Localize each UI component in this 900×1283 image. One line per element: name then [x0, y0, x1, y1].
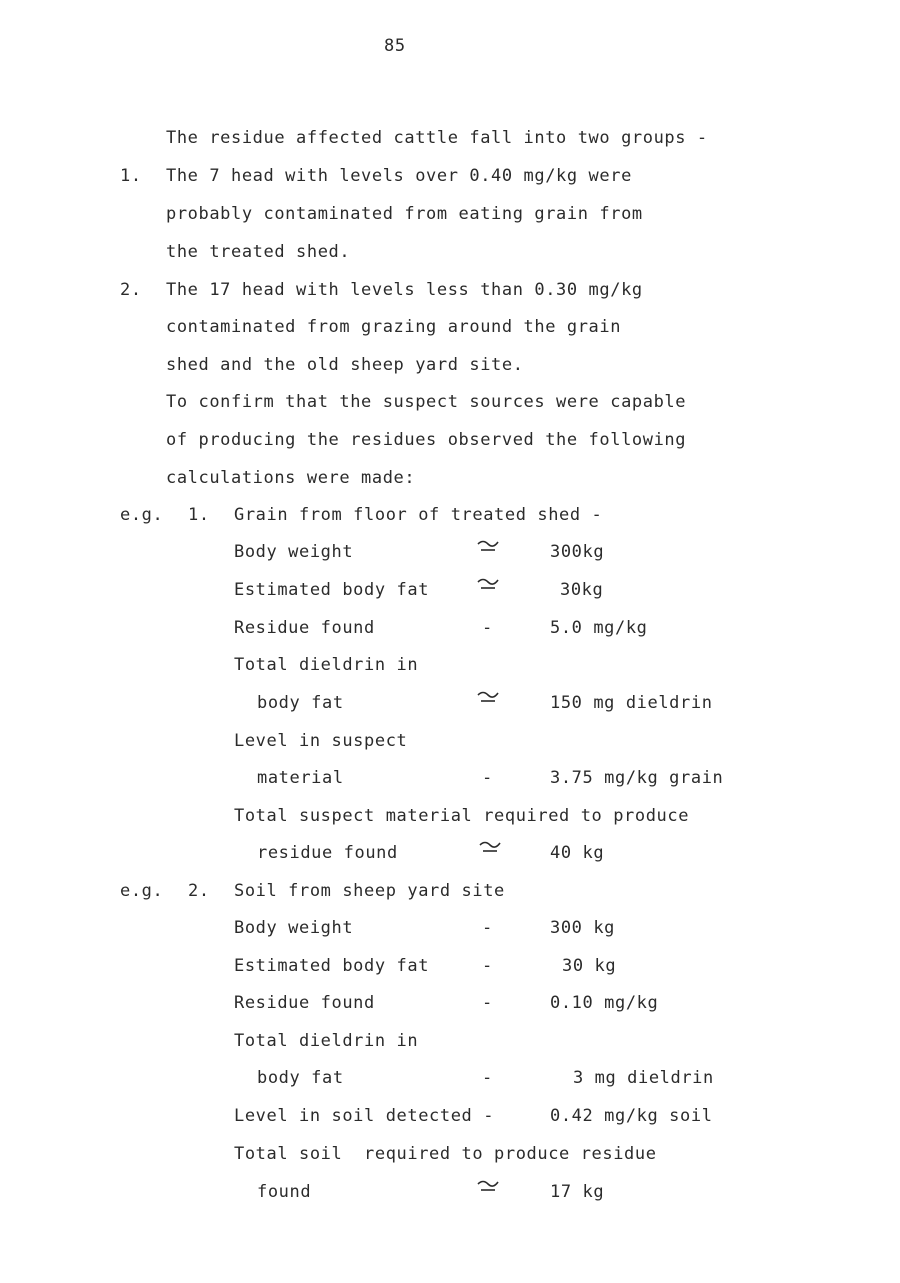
ex2-body-fat-label: Estimated body fat: [234, 956, 430, 976]
page-number: 85: [384, 36, 406, 56]
dash-symbol: -: [482, 918, 493, 938]
group-2-line-3: shed and the old sheep yard site.: [166, 355, 524, 375]
group-1-line-3: the treated shed.: [166, 242, 351, 262]
ex1-body-fat-dieldrin-label: body fat: [257, 693, 344, 713]
approx-symbol: [476, 574, 500, 592]
ex2-body-weight-value: 300 kg: [550, 918, 616, 938]
dash-symbol: -: [482, 618, 493, 638]
ex2-level-soil-value: 0.42 mg/kg soil: [550, 1106, 713, 1126]
ex2-body-fat-dieldrin-value: 3 mg dieldrin: [573, 1068, 714, 1088]
approx-symbol: [476, 687, 500, 705]
example-2-number: 2.: [188, 881, 210, 901]
approx-symbol: [478, 837, 502, 855]
ex1-total-dieldrin-label: Total dieldrin in: [234, 655, 419, 675]
ex2-body-fat-dieldrin-label: body fat: [257, 1068, 344, 1088]
ex1-level-suspect-label: Level in suspect: [234, 731, 408, 751]
ex1-residue-found-value: 40 kg: [550, 843, 605, 863]
ex1-body-weight-label: Body weight: [234, 542, 354, 562]
ex2-body-weight-label: Body weight: [234, 918, 354, 938]
ex2-body-fat-value: 30 kg: [562, 956, 617, 976]
group-1-line-2: probably contaminated from eating grain from: [166, 204, 643, 224]
ex1-material-value: 3.75 mg/kg grain: [550, 768, 724, 788]
ex2-total-dieldrin-label: Total dieldrin in: [234, 1031, 419, 1051]
ex1-residue-label: Residue found: [234, 618, 375, 638]
intro-line: The residue affected cattle fall into two groups -: [166, 128, 708, 148]
ex1-body-fat-value: 30kg: [560, 580, 604, 600]
ex1-body-weight-value: 300kg: [550, 542, 605, 562]
ex2-residue-value: 0.10 mg/kg: [550, 993, 659, 1013]
ex1-body-fat-label: Estimated body fat: [234, 580, 430, 600]
dash-symbol: -: [482, 1068, 493, 1088]
ex2-found-label: found: [257, 1182, 312, 1202]
example-2-title: Soil from sheep yard site: [234, 881, 505, 901]
example-1-number: 1.: [188, 505, 210, 525]
ex1-material-label: material: [257, 768, 344, 788]
ex1-body-fat-dieldrin-value: 150 mg dieldrin: [550, 693, 713, 713]
example-1-eg: e.g.: [120, 505, 164, 525]
approx-symbol: [476, 1176, 500, 1194]
ex1-total-suspect-label: Total suspect material required to produce: [234, 806, 690, 826]
example-2-eg: e.g.: [120, 881, 164, 901]
approx-symbol: [476, 536, 500, 554]
confirm-line-2: of producing the residues observed the following: [166, 430, 687, 450]
ex2-total-soil-label: Total soil required to produce residue: [234, 1144, 657, 1164]
group-2-line-2: contaminated from grazing around the grain: [166, 317, 622, 337]
example-1-title: Grain from floor of treated shed -: [234, 505, 603, 525]
group-1-line-1: The 7 head with levels over 0.40 mg/kg were: [166, 166, 632, 186]
dash-symbol: -: [482, 993, 493, 1013]
ex2-found-value: 17 kg: [550, 1182, 605, 1202]
dash-symbol: -: [482, 956, 493, 976]
ex2-level-soil-label: Level in soil detected -: [234, 1106, 495, 1126]
group-2-line-1: The 17 head with levels less than 0.30 mg/kg: [166, 280, 643, 300]
group-1-number: 1.: [120, 166, 142, 186]
ex2-residue-label: Residue found: [234, 993, 375, 1013]
confirm-line-3: calculations were made:: [166, 468, 416, 488]
ex1-residue-value: 5.0 mg/kg: [550, 618, 648, 638]
ex1-residue-found-label: residue found: [257, 843, 398, 863]
confirm-line-1: To confirm that the suspect sources were capable: [166, 392, 687, 412]
dash-symbol: -: [482, 768, 493, 788]
group-2-number: 2.: [120, 280, 142, 300]
